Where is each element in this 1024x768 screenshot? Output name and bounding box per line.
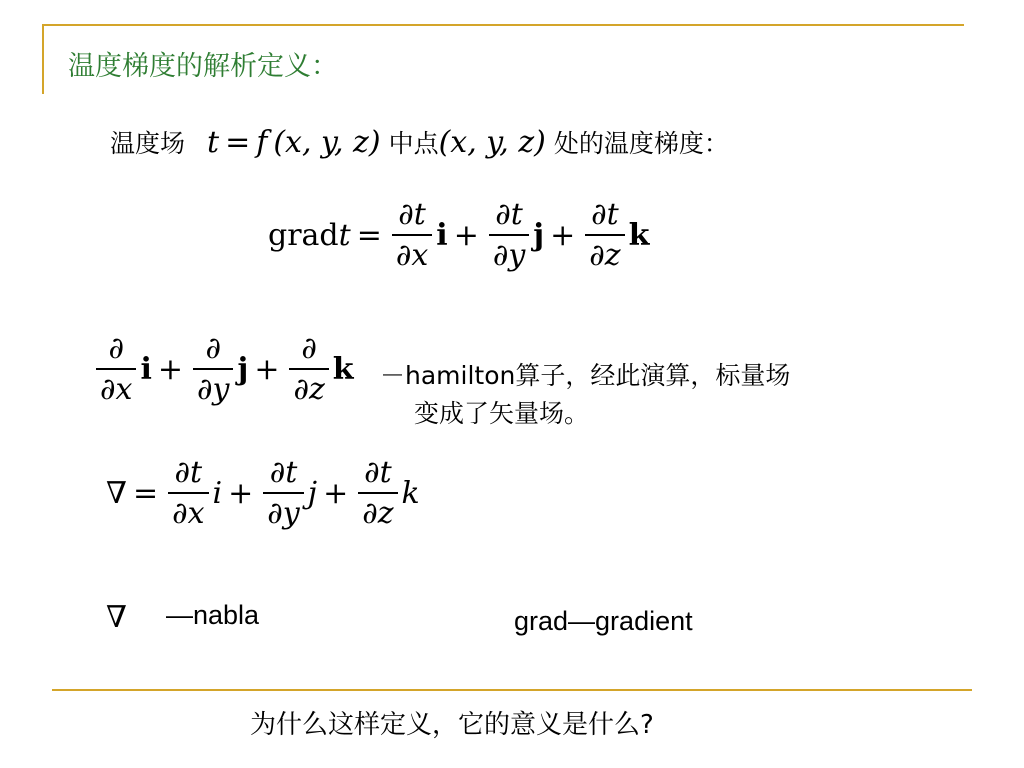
fraction-dt-dx (392, 198, 432, 272)
numerator: ∂t (398, 197, 426, 232)
grad-formula (268, 198, 649, 272)
fraction-d-dz (289, 332, 328, 406)
numerator: ∂ (108, 331, 124, 366)
unit-vector-k: k (628, 217, 650, 253)
unit-vector-i: i (436, 217, 448, 253)
question-text: 为什么这样定义，它的意义是什么? (250, 710, 654, 740)
equals-sign: = (356, 217, 382, 253)
plus-sign: + (254, 351, 280, 387)
unit-i: i (212, 475, 223, 511)
denominator: ∂z (585, 234, 624, 272)
fraction-dt-dx (168, 456, 208, 530)
numerator: ∂t (269, 455, 298, 490)
denominator: ∂y (193, 368, 233, 406)
left-rule (42, 24, 44, 94)
temperature-field-line (110, 124, 729, 160)
top-rule (42, 24, 964, 26)
denominator: ∂y (489, 234, 529, 272)
equals-sign: = (225, 124, 251, 160)
label-midpoint: 中点 (388, 129, 439, 158)
denominator: ∂x (392, 234, 432, 272)
numerator: ∂ (205, 331, 221, 366)
hamilton-operator-formula (92, 332, 354, 406)
unit-vector-k: k (332, 351, 354, 387)
nabla-formula (106, 456, 420, 530)
equals-sign: = (132, 475, 159, 511)
hamilton-text: hamilton算子，经此演算，标量场 (405, 361, 791, 390)
plus-sign: + (323, 475, 349, 511)
plus-sign: + (157, 351, 183, 387)
label-temperature-field: 温度场 (110, 129, 186, 158)
hamilton-description-line2: 变成了矢量场。 (414, 399, 590, 428)
grad-var-t: t (338, 217, 351, 253)
func-f: f (256, 124, 268, 160)
nabla-symbol: ∇ (106, 475, 127, 511)
slide-title: 温度梯度的解析定义： (68, 51, 338, 82)
denominator: ∂x (168, 492, 208, 530)
function-args: (x, y, z) (273, 124, 381, 160)
plus-sign: + (453, 217, 479, 253)
fraction-d-dy (193, 332, 233, 406)
fraction-dt-dy (489, 198, 529, 272)
denominator: ∂z (358, 492, 397, 530)
fraction-dt-dy (263, 456, 303, 530)
plus-sign: + (550, 217, 576, 253)
unit-vector-j: j (237, 351, 249, 387)
fraction-d-dx (96, 332, 136, 406)
dash: － (380, 361, 406, 390)
denominator: ∂z (289, 368, 328, 406)
unit-j: j (307, 475, 318, 511)
plus-sign: + (228, 475, 254, 511)
unit-vector-i: i (140, 351, 152, 387)
denominator: ∂y (263, 492, 303, 530)
fraction-dt-dz (585, 198, 624, 272)
grad-note: grad—gradient (514, 606, 693, 636)
numerator: ∂t (495, 197, 523, 232)
unit-k: k (401, 475, 420, 511)
denominator: ∂x (96, 368, 136, 406)
numerator: ∂t (591, 197, 619, 232)
var-t: t (207, 124, 220, 160)
point-coords: (x, y, z) (438, 124, 546, 160)
unit-vector-j: j (533, 217, 545, 253)
grad-operator: grad (268, 217, 339, 253)
label-gradient-at: 处的温度梯度： (553, 129, 729, 158)
nabla-note-symbol: ∇ (106, 600, 127, 635)
numerator: ∂ (301, 331, 317, 366)
numerator: ∂t (174, 455, 203, 490)
bottom-rule (52, 689, 972, 691)
fraction-dt-dz (358, 456, 397, 530)
nabla-note-name: —nabla (166, 600, 260, 630)
numerator: ∂t (364, 455, 392, 490)
hamilton-description-line1 (380, 356, 790, 392)
